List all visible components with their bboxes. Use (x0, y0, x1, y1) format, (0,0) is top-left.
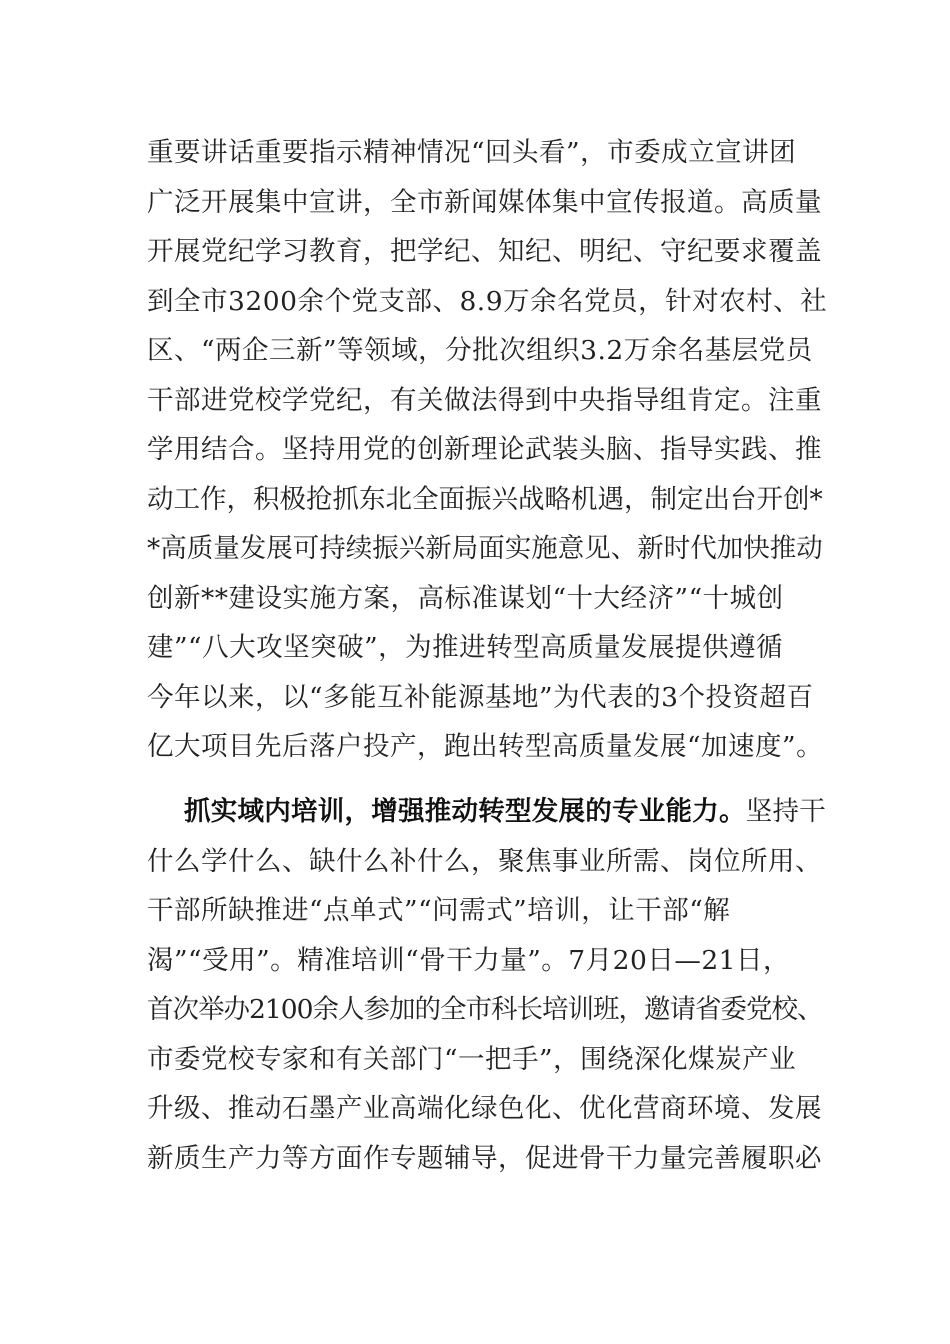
paragraph-line: 市委党校专家和有关部门“一把手”，围绕深化煤炭产业 (147, 1043, 797, 1075)
paragraph-2 (147, 787, 827, 1183)
paragraph-lead-rest: 坚持干 (745, 796, 826, 827)
paragraph-line: 今年以来，以“多能互补能源基地”为代表的3个投资超百 (147, 681, 814, 713)
paragraph-line: 到全市3200余个党支部、8.9万余名党员，针对农村、社 (147, 285, 828, 317)
paragraph-line: 学用结合。坚持用党的创新理论武装头脑、指导实践、推 (147, 434, 822, 465)
paragraph-line: 新质生产力等方面作专题辅导，促进骨干力量完善履职必 (147, 1142, 822, 1174)
paragraph-line: 什么学什么、缺什么补什么，聚焦事业所需、岗位所用、 (147, 845, 822, 877)
paragraph-line: 创新**建设实施方案，高标准谋划“十大经济”“十城创 (147, 582, 784, 614)
paragraph-line: *高质量发展可持续振兴新局面实施意见、新时代加快推动 (147, 533, 823, 564)
paragraph-line: 渴”“受用”。精准培训“骨干力量”。7月20日—21日， (147, 944, 791, 976)
paragraph-line: 升级、推动石墨产业高端化绿色化、优化营商环境、发展 (147, 1093, 822, 1124)
paragraph-1 (147, 128, 827, 772)
paragraph-line: 亿大项目先后落户投产，跑出转型高质量发展“加速度”。 (147, 731, 824, 762)
paragraph-line: 建”“八大攻坚突破”，为推进转型高质量发展提供遵循 (147, 632, 784, 663)
paragraph-line: 广泛开展集中宣讲，全市新闻媒体集中宣传报道。高质量 (147, 186, 822, 218)
paragraph-line: 开展党纪学习教育，把学纪、知纪、明纪、守纪要求覆盖 (147, 236, 822, 267)
paragraph-line: 动工作，积极抢抓东北全面振兴战略机遇，制定出台开创* (147, 483, 823, 515)
paragraph-lead-heading: 抓实域内培训，增强推动转型发展的专业能力。 (184, 796, 746, 827)
paragraph-line: 干部所缺推进“点单式”“问需式”培训，让干部“解 (147, 895, 731, 926)
paragraph-line: 首次举办2100余人参加的全市科长培训班，邀请省委党校、 (147, 994, 823, 1025)
paragraph-line: 重要讲话重要指示精神情况“回头看”，市委成立宣讲团 (147, 137, 797, 168)
paragraph-first-line (147, 787, 827, 837)
paragraph-line: 区、“两企三新”等领域，分批次组织3.2万余名基层党员 (147, 335, 813, 366)
paragraph-line: 干部进党校学党纪，有关做法得到中央指导组肯定。注重 (147, 384, 822, 416)
